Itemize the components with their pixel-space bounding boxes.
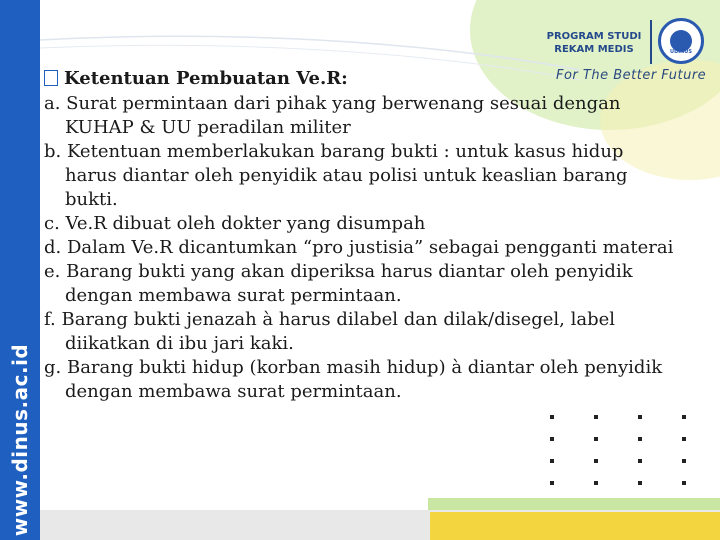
list-item: d. Dalam Ve.R dicantumkan “pro justisia” sebagai pengganti materai — [44, 237, 674, 258]
website-label: www.dinus.ac.id — [8, 343, 32, 537]
logo-divider — [650, 20, 652, 64]
program-line-1: PROGRAM STUDI — [546, 31, 642, 42]
footer-yellow-stripe — [430, 512, 720, 540]
sidebar-band — [0, 0, 40, 540]
decor-dot-grid — [550, 415, 720, 495]
program-line-2: REKAM MEDIS — [554, 44, 634, 55]
slide-title-text: Ketentuan Pembuatan Ve.R: — [64, 68, 348, 89]
seal-label: UDINUS — [670, 49, 692, 55]
list-item: c. Ve.R dibuat oleh dokter yang disumpah — [44, 213, 426, 234]
list-item: e. Barang bukti yang akan diperiksa harus diantar oleh penyidik dengan membawa surat permintaan. — [44, 261, 633, 306]
list-item: f. Barang bukti jenazah à harus dilabel dan dilak/disegel, label diikatkan di ibu jari kaki. — [44, 309, 616, 354]
program-name — [540, 30, 648, 56]
slide-title — [44, 66, 674, 92]
footer-green-stripe — [428, 498, 720, 510]
slide-content — [44, 66, 674, 404]
list-item: g. Barang bukti hidup (korban masih hidup) à diantar oleh penyidik dengan membawa surat permintaan. — [44, 357, 663, 402]
list-item: a. Surat permintaan dari pihak yang berwenang sesuai dengan KUHAP & UU peradilan militer — [44, 93, 621, 138]
list-item: b. Ketentuan memberlakukan barang bukti : untuk kasus hidup harus diantar oleh penyidik atau polisi untuk keaslian barang bukti. — [44, 141, 628, 210]
tagline: For The Better Future — [556, 68, 707, 83]
university-seal-icon — [658, 18, 704, 64]
bullet-box-icon — [44, 70, 58, 86]
